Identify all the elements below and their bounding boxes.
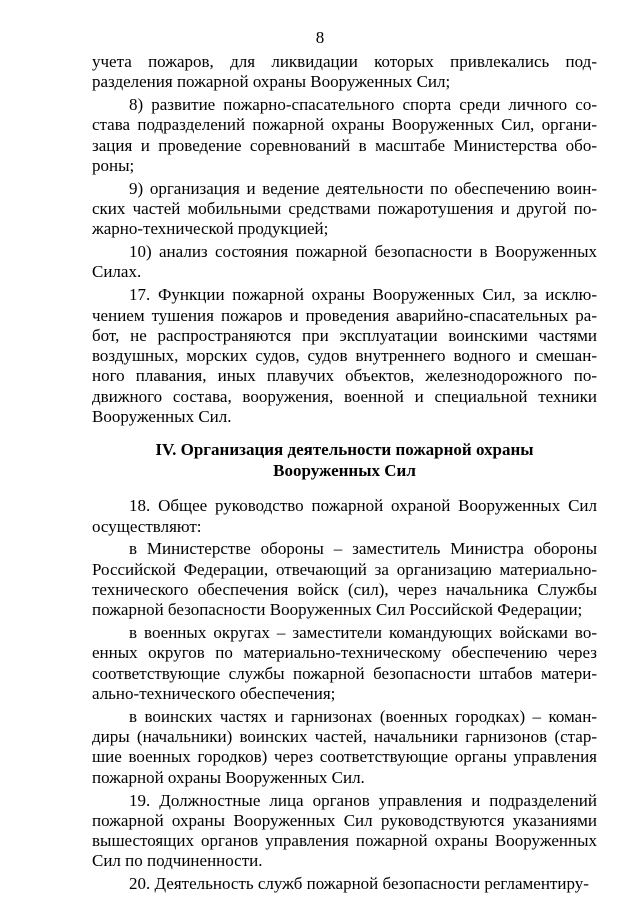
paragraph-18-ministry: в Министерстве обороны – заместитель Министра обороны Российской Федерации, отвечающий за организацию материально-технического обеспечения войск (сил), через начальника Службы пожарной безопасности Вооруженных Сил Российской Федерации; <box>92 539 597 620</box>
list-item-9: 9) организация и ведение деятельности по обеспечению воинских частей мобильными средствами пожаротушения и другой пожарно-технической продукцией; <box>92 178 597 239</box>
section-heading-line-2: Вооруженных Сил <box>273 461 416 481</box>
section-heading-line-1: IV. Организация деятельности пожарной охраны <box>155 440 534 460</box>
list-item-8: 8) развитие пожарно-спасательного спорта среди личного состава подразделений пожарной охраны Вооруженных Сил, организация и проведение соревнований в масштабе Министерства обороны; <box>92 95 597 175</box>
section-heading <box>92 439 597 481</box>
paragraph-18-units: в воинских частях и гарнизонах (военных городках) – командиры (начальники) воинских частей, начальники гарнизонов (старшие военных городков) через соответствующие органы управления пожарной охраны Вооруженных Сил. <box>92 706 597 787</box>
document-body <box>92 52 597 897</box>
paragraph-17: 17. Функции пожарной охраны Вооруженных Сил, за исключением тушения пожаров и проведения аварийно-спасательных работ, не распространяются при эксплуатации воинскими частями воздушных, морских судов, судов внутреннего водного и смешанного плавания, иных плавучих объектов, железнодорожного подвижного состава, вооружения, военной и специальной техники Вооруженных Сил. <box>92 285 597 427</box>
paragraph-18: 18. Общее руководство пожарной охраной Вооруженных Сил осуществляют: <box>92 496 597 536</box>
paragraph-19: 19. Должностные лица органов управления и подразделений пожарной охраны Вооруженных Сил руководствуются указаниями вышестоящих органов управления пожарной охраны Вооруженных Сил по подчиненности. <box>92 790 597 871</box>
list-item-10: 10) анализ состояния пожарной безопасности в Вооруженных Силах. <box>92 242 597 282</box>
page-number: 8 <box>315 28 325 47</box>
paragraph-20: 20. Деятельность служб пожарной безопасности регламентиру- <box>129 874 589 894</box>
paragraph-continuation: учета пожаров, для ликвидации которых привлекались подразделения пожарной охраны Вооруженных Сил; <box>92 52 597 92</box>
paragraph-18-districts: в военных округах – заместители командующих войсками военных округов по материально-техническому обеспечению через соответствующие службы пожарной безопасности штабов материально-технического обеспечения; <box>92 623 597 704</box>
